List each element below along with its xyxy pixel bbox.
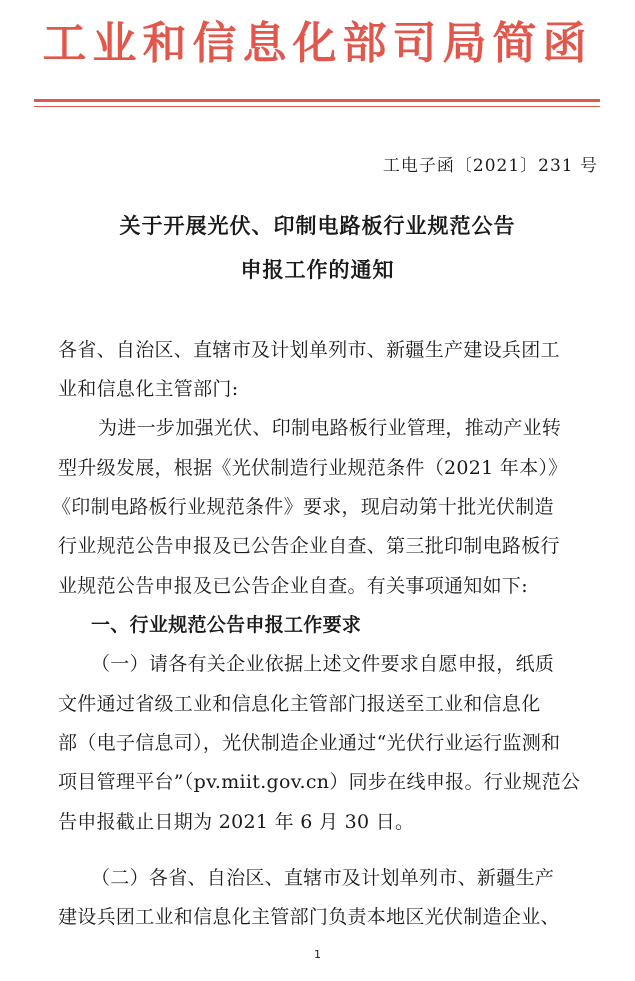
body-line-7: 业规范公告申报及已公告企业自查。有关事项通知如下: [58, 575, 528, 597]
page-number: 1 [314, 948, 321, 961]
letterhead-rule-thin [34, 106, 600, 107]
letterhead-rule-thick [34, 99, 600, 102]
section-heading-1: 一、行业规范公告申报工作要求 [91, 614, 362, 636]
body-line-9: （一）请各有关企业依据上述文件要求自愿申报，纸质 [91, 653, 555, 675]
body-line-5: 《印制电路板行业规范条件》要求，现启动第十批光伏制造 [52, 496, 554, 518]
document-number: 工电子函〔2021〕231 号 [382, 156, 598, 176]
body-line-13: 告申报截止日期为 2021 年 6 月 30 日。 [58, 811, 415, 833]
letterhead-title: 工业和信息化部司局简函 [42, 18, 593, 69]
document-title-line-2: 申报工作的通知 [240, 258, 395, 282]
document-title-line-1: 关于开展光伏、印制电路板行业规范公告 [119, 214, 516, 238]
body-line-11: 部（电子信息司），光伏制造企业通过“光伏行业运行监测和 [58, 732, 561, 754]
body-line-12: 项目管理平台”（pv.miit.gov.cn）同步在线申报。行业规范公 [58, 771, 581, 793]
body-line-15: 建设兵团工业和信息化主管部门负责本地区光伏制造企业、 [58, 906, 560, 928]
body-line-6: 行业规范公告申报及已公告企业自查、第三批印制电路板行 [58, 535, 560, 557]
body-line-4: 型升级发展，根据《光伏制造行业规范条件（2021 年本）》 [58, 457, 568, 479]
body-line-10: 文件通过省级工业和信息化主管部门报送至工业和信息化 [58, 693, 541, 715]
body-line-3: 为进一步加强光伏、印制电路板行业管理，推动产业转 [98, 417, 562, 439]
body-line-1: 各省、自治区、直辖市及计划单列市、新疆生产建设兵团工 [58, 339, 560, 361]
body-line-2: 业和信息化主管部门: [58, 378, 239, 400]
body-line-14: （二）各省、自治区、直辖市及计划单列市、新疆生产 [91, 867, 555, 889]
